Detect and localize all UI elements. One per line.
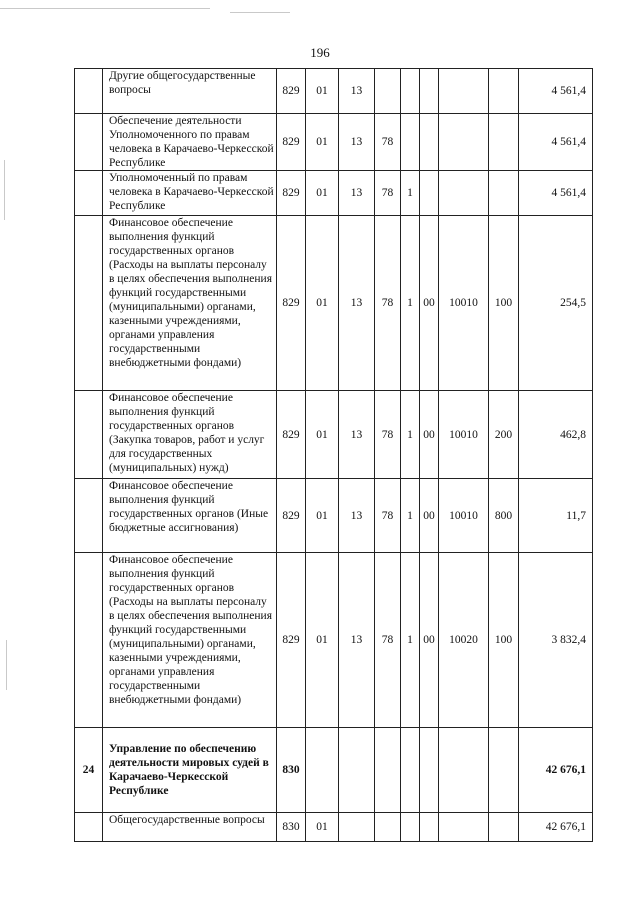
cell-vr [489,69,519,114]
cell-amount: 4 561,4 [519,171,593,216]
cell-subprogram [401,728,420,813]
cell-vr [489,813,519,842]
scan-noise [6,640,7,690]
cell-ved: 829 [277,479,306,553]
cell-amount: 11,7 [519,479,593,553]
cell-rz: 01 [306,813,339,842]
cell-rz: 01 [306,171,339,216]
cell-rz: 01 [306,216,339,391]
cell-pr [339,728,375,813]
cell-rz: 01 [306,391,339,479]
table-row [75,728,593,813]
table-row [75,479,593,553]
cell-subprogram: 1 [401,479,420,553]
row-number [75,171,103,216]
cell-vr: 100 [489,216,519,391]
cell-pr: 13 [339,69,375,114]
cell-direction: 00 [420,391,439,479]
cell-program: 78 [375,479,401,553]
cell-program: 78 [375,553,401,728]
scan-noise [230,12,290,13]
cell-program: 78 [375,114,401,171]
cell-amount: 42 676,1 [519,813,593,842]
row-number [75,216,103,391]
table-row [75,69,593,114]
row-number [75,391,103,479]
cell-ved: 829 [277,114,306,171]
cell-program: 78 [375,171,401,216]
cell-expense-code: 10010 [439,479,489,553]
cell-ved: 830 [277,728,306,813]
cell-rz: 01 [306,69,339,114]
table-row [75,813,593,842]
cell-expense-code [439,813,489,842]
row-name: Финансовое обеспечение выполнения функций государственных органов (Иные бюджетные ассигнования) [103,479,277,553]
cell-subprogram: 1 [401,171,420,216]
table-row [75,171,593,216]
cell-rz [306,728,339,813]
cell-program [375,813,401,842]
cell-pr: 13 [339,216,375,391]
cell-ved: 829 [277,553,306,728]
cell-program: 78 [375,391,401,479]
page-number: 196 [310,45,330,60]
row-name: Финансовое обеспечение выполнения функций государственных органов (Расходы на выплаты персоналу в целях обеспечения выполнения функций государственными (муниципальными) органами, казенными учреждениями, органами управления государственными внебюджетными фондами) [103,216,277,391]
cell-pr: 13 [339,391,375,479]
row-number [75,69,103,114]
cell-vr [489,114,519,171]
cell-ved: 829 [277,69,306,114]
row-number [75,479,103,553]
cell-pr: 13 [339,479,375,553]
cell-pr [339,813,375,842]
table-row [75,114,593,171]
cell-subprogram: 1 [401,391,420,479]
cell-subprogram [401,69,420,114]
cell-vr: 200 [489,391,519,479]
cell-expense-code [439,69,489,114]
cell-rz: 01 [306,479,339,553]
row-name: Уполномоченный по правам человека в Карачаево-Черкесской Республике [103,171,277,216]
cell-subprogram: 1 [401,216,420,391]
cell-amount: 254,5 [519,216,593,391]
cell-expense-code: 10010 [439,391,489,479]
cell-pr: 13 [339,171,375,216]
cell-program [375,728,401,813]
cell-expense-code [439,728,489,813]
cell-subprogram: 1 [401,553,420,728]
row-name: Управление по обеспечению деятельности мировых судей в Карачаево-Черкесской Республике [103,728,277,813]
cell-subprogram [401,813,420,842]
cell-pr: 13 [339,553,375,728]
row-name: Общегосударственные вопросы [103,813,277,842]
scan-noise [4,160,5,220]
cell-ved: 829 [277,391,306,479]
row-name: Другие общегосударственные вопросы [103,69,277,114]
cell-pr: 13 [339,114,375,171]
cell-amount: 3 832,4 [519,553,593,728]
table-row [75,553,593,728]
row-name: Финансовое обеспечение выполнения функций государственных органов (Расходы на выплаты персоналу в целях обеспечения выполнения функций государственными (муниципальными) органами, казенными учреждениями, органами управления государственными внебюджетными фондами) [103,553,277,728]
row-number [75,553,103,728]
table-row [75,216,593,391]
row-name: Финансовое обеспечение выполнения функций государственных органов (Закупка товаров, работ и услуг для государственных (муниципальных) нужд) [103,391,277,479]
cell-direction: 00 [420,479,439,553]
cell-expense-code [439,171,489,216]
row-number [75,813,103,842]
cell-ved: 830 [277,813,306,842]
cell-vr [489,728,519,813]
cell-amount: 4 561,4 [519,69,593,114]
cell-rz: 01 [306,553,339,728]
cell-direction [420,114,439,171]
cell-direction [420,69,439,114]
cell-vr [489,171,519,216]
row-name: Обеспечение деятельности Уполномоченного по правам человека в Карачаево-Черкесской Республике [103,114,277,171]
budget-table [74,68,593,842]
cell-vr: 800 [489,479,519,553]
cell-direction: 00 [420,216,439,391]
cell-expense-code: 10010 [439,216,489,391]
cell-amount: 462,8 [519,391,593,479]
cell-program: 78 [375,216,401,391]
row-number: 24 [75,728,103,813]
cell-rz: 01 [306,114,339,171]
cell-expense-code: 10020 [439,553,489,728]
cell-amount: 4 561,4 [519,114,593,171]
cell-amount: 42 676,1 [519,728,593,813]
table-row [75,391,593,479]
cell-expense-code [439,114,489,171]
cell-direction: 00 [420,553,439,728]
cell-subprogram [401,114,420,171]
row-number [75,114,103,171]
cell-ved: 829 [277,171,306,216]
cell-ved: 829 [277,216,306,391]
cell-direction [420,813,439,842]
scan-noise [0,8,210,9]
cell-direction [420,728,439,813]
cell-program [375,69,401,114]
cell-direction [420,171,439,216]
cell-vr: 100 [489,553,519,728]
